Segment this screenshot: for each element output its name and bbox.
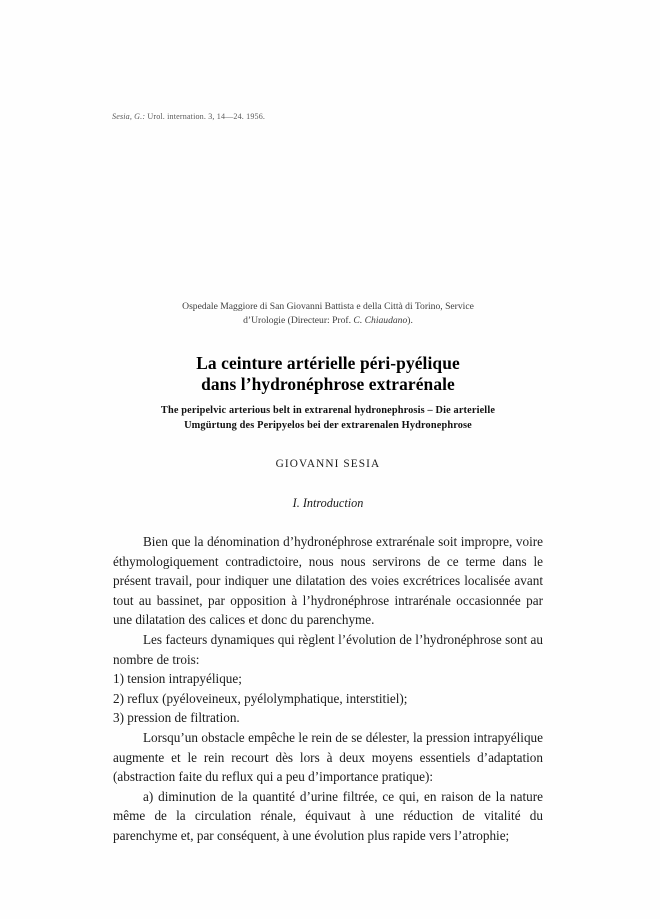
list-item: 3) pression de filtration. bbox=[113, 710, 240, 726]
list-item: 1) tension intrapyélique; bbox=[113, 671, 242, 687]
affiliation-block bbox=[113, 300, 543, 327]
affiliation-director-prefix: d’Urologie (Directeur: Prof. bbox=[243, 314, 354, 326]
section-heading-introduction: I. Introduction bbox=[292, 496, 364, 510]
body-paragraph: Lorsqu’un obstacle empêche le rein de se délester, la pression intrapyélique augmente et le rein recourt dès lors à deux moyens essentiels d’adaptation (abstraction faite du reflux qui a peu d’importance pratique): bbox=[113, 729, 543, 785]
article-author: GIOVANNI SESIA bbox=[275, 458, 381, 470]
citation-reference: Urol. internation. 3, 14—24. 1956. bbox=[145, 112, 266, 121]
journal-citation-line bbox=[112, 112, 265, 121]
article-title-line-1: La ceinture artérielle péri-pyélique bbox=[196, 353, 460, 373]
affiliation-director-suffix: ). bbox=[407, 314, 413, 326]
body-paragraph: a) diminution de la quantité d’urine filtrée, ce qui, en raison de la nature même de la circulation rénale, équivaut à une réduction de vitalité du parenchyme et, par conséquent, à une évolution plus rapide vers l’atrophie; bbox=[113, 788, 543, 843]
list-item: 2) reflux (pyéloveineux, pyélolymphatique, interstitiel); bbox=[113, 690, 408, 706]
citation-author: Sesia, G.: bbox=[112, 112, 146, 121]
article-content bbox=[113, 300, 543, 846]
affiliation-director-name: C. Chiaudano bbox=[353, 314, 408, 326]
article-title bbox=[113, 353, 543, 395]
article-subtitle-line-2: Umgürtung des Peripyelos bei der extrarenalen Hydronephrose bbox=[184, 419, 472, 431]
article-subtitle-multilingual bbox=[113, 404, 543, 433]
article-title-line-2: dans l’hydronéphrose extrarénale bbox=[201, 374, 455, 394]
article-subtitle-line-1: The peripelvic arterious belt in extrarenal hydronephrosis – Die arterielle bbox=[160, 405, 496, 416]
affiliation-line-2 bbox=[113, 314, 543, 328]
body-paragraph: Bien que la dénomination d’hydronéphrose extrarénale soit impropre, voire éthymologiquement contradictoire, nous nous servirons de ce terme dans le présent travail, pour indiquer une dilatation des voies excrétrices localisée avant tout au bassinet, par opposition à l’hydronéphrose intrarénale occasionnée par une dilatation des calices et donc du parenchyme. bbox=[113, 534, 543, 628]
body-paragraph: Les facteurs dynamiques qui règlent l’évolution de l’hydronéphrose sont au nombre de trois: bbox=[113, 631, 543, 667]
affiliation-line-1: Ospedale Maggiore di San Giovanni Battista e della Città di Torino, Service bbox=[182, 301, 474, 312]
